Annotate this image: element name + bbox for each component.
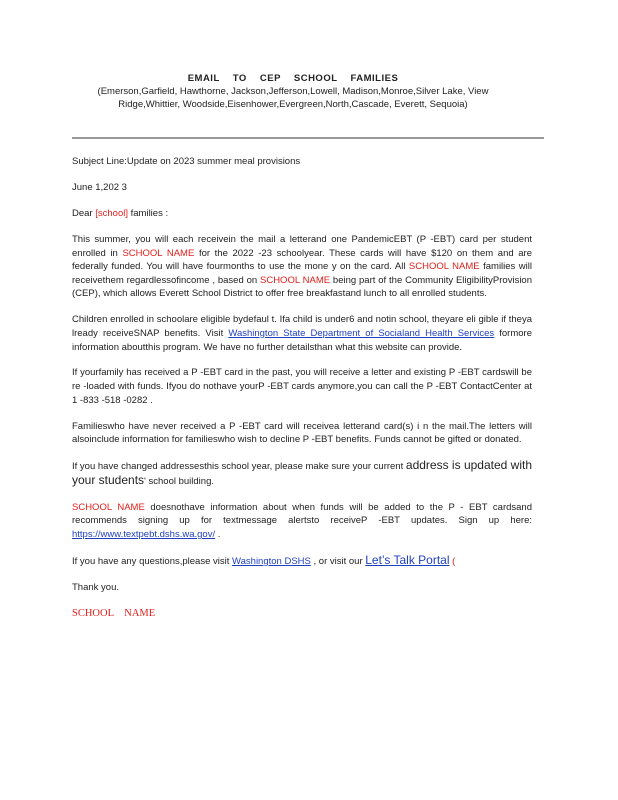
para1-text-b: for the 2022 -23 schoolyear. These cards will have $120 on them and are federally funded. You will have fourmonths to use the mone y on the card. All [72, 247, 532, 273]
paragraph-new-families: Familieswho have never received a P -EBT card will receivea letterand card(s) i n the mail.The letters will alsoinclude information for familieswho wish to decline P -EBT benefits. Funds cannot be gifted or donated. [72, 420, 532, 446]
dshs-link[interactable]: Washington State Department of Socialand Health Services [228, 327, 495, 339]
para1-text-a: This summer, you will each receivein the mail a letterand one PandemicEBT (P -EBT) card per student enrolled in [72, 233, 532, 259]
school-list: (Emerson,Garfield, Hawthorne, Jackson,Jefferson,Lowell, Madison,Monroe,Silver Lake, View Ridge,Whittier, Woodside,Eisenhower,Evergreen,North,Cascade, Everett, Sequoia) [97, 86, 489, 110]
greeting-post: families : [127, 207, 169, 219]
school-name-2: SCHOOL NAME [408, 261, 480, 273]
para2-text-a: Children enrolled in schoolare eligible bydefaul t. Ifa child is under6 and notin school, theyare eli gible if theya lready receiveSNAP benefits. Visit [72, 314, 532, 339]
washington-dshs-link[interactable]: Washington DSHS [232, 555, 311, 567]
para6-text-b: . [215, 529, 221, 540]
para7-text-b: , or visit our [310, 555, 366, 567]
para7-text-a: If you have any questions,please visit [72, 555, 233, 567]
school-name-4: SCHOOL NAME [72, 501, 145, 513]
subject-line: Subject Line:Update on 2023 summer meal provisions [72, 156, 301, 167]
para1-text-c: families will receivethem regardlessofincome , based on [72, 261, 532, 286]
school-name-3: SCHOOL NAME [260, 274, 331, 286]
para5-text-a: If you have changed addressesthis school year, please make sure your current [72, 461, 406, 473]
paragraph-pebt-card [72, 233, 532, 301]
lets-talk-portal-link[interactable]: Let’s Talk Portal [365, 552, 450, 567]
paragraph-reload: If yourfamily has received a P -EBT card in the past, you will receive a letter and existing P -EBT cardswill be re -loaded with funds. Ifyou do nothave yourP -EBT cards anymore,you can call the P -EBT ContactCenter at 1 -833 -518 -0282 . [72, 367, 532, 406]
document-header [78, 72, 508, 111]
greeting [72, 207, 532, 221]
para1-text-d: being part of the Community EligibilityProvision (CEP), which allows Everett School District to offer free breakfastand lunch to all enrolled students. [72, 274, 532, 300]
paragraph-address [72, 459, 532, 488]
para7-text-c: ( [449, 555, 456, 567]
email-body [72, 155, 532, 633]
thanks-line: Thank you. [72, 581, 119, 593]
paragraph-text-alerts [72, 501, 532, 542]
textpebt-link[interactable]: https://www.textpebt.dshs.wa.gov/ [72, 529, 216, 540]
para2-text-b: formore information aboutthis program. We have no further detailsthan what this website can provide. [72, 327, 532, 353]
paragraph-questions [72, 554, 532, 569]
address-emphasis: address is updated with your students [72, 458, 533, 487]
para5-text-b: ' school building. [144, 475, 214, 487]
paragraph-eligibility [72, 313, 532, 354]
school-placeholder: [school] [95, 207, 128, 219]
school-name-1: SCHOOL NAME [122, 247, 195, 259]
para6-text-a: doesnothave information about when funds will be added to the P - EBT cardsand recommends signing up for textmessage alertsto receiveP -EBT updates. Sign up here: [72, 501, 532, 527]
document-title: EMAIL TO CEP SCHOOL FAMILIES [187, 73, 399, 84]
header-divider [72, 137, 544, 139]
greeting-pre: Dear [72, 207, 96, 219]
signoff-school-name: SCHOOL NAME [72, 607, 156, 619]
date-line: June 1,202 3 [72, 181, 127, 193]
